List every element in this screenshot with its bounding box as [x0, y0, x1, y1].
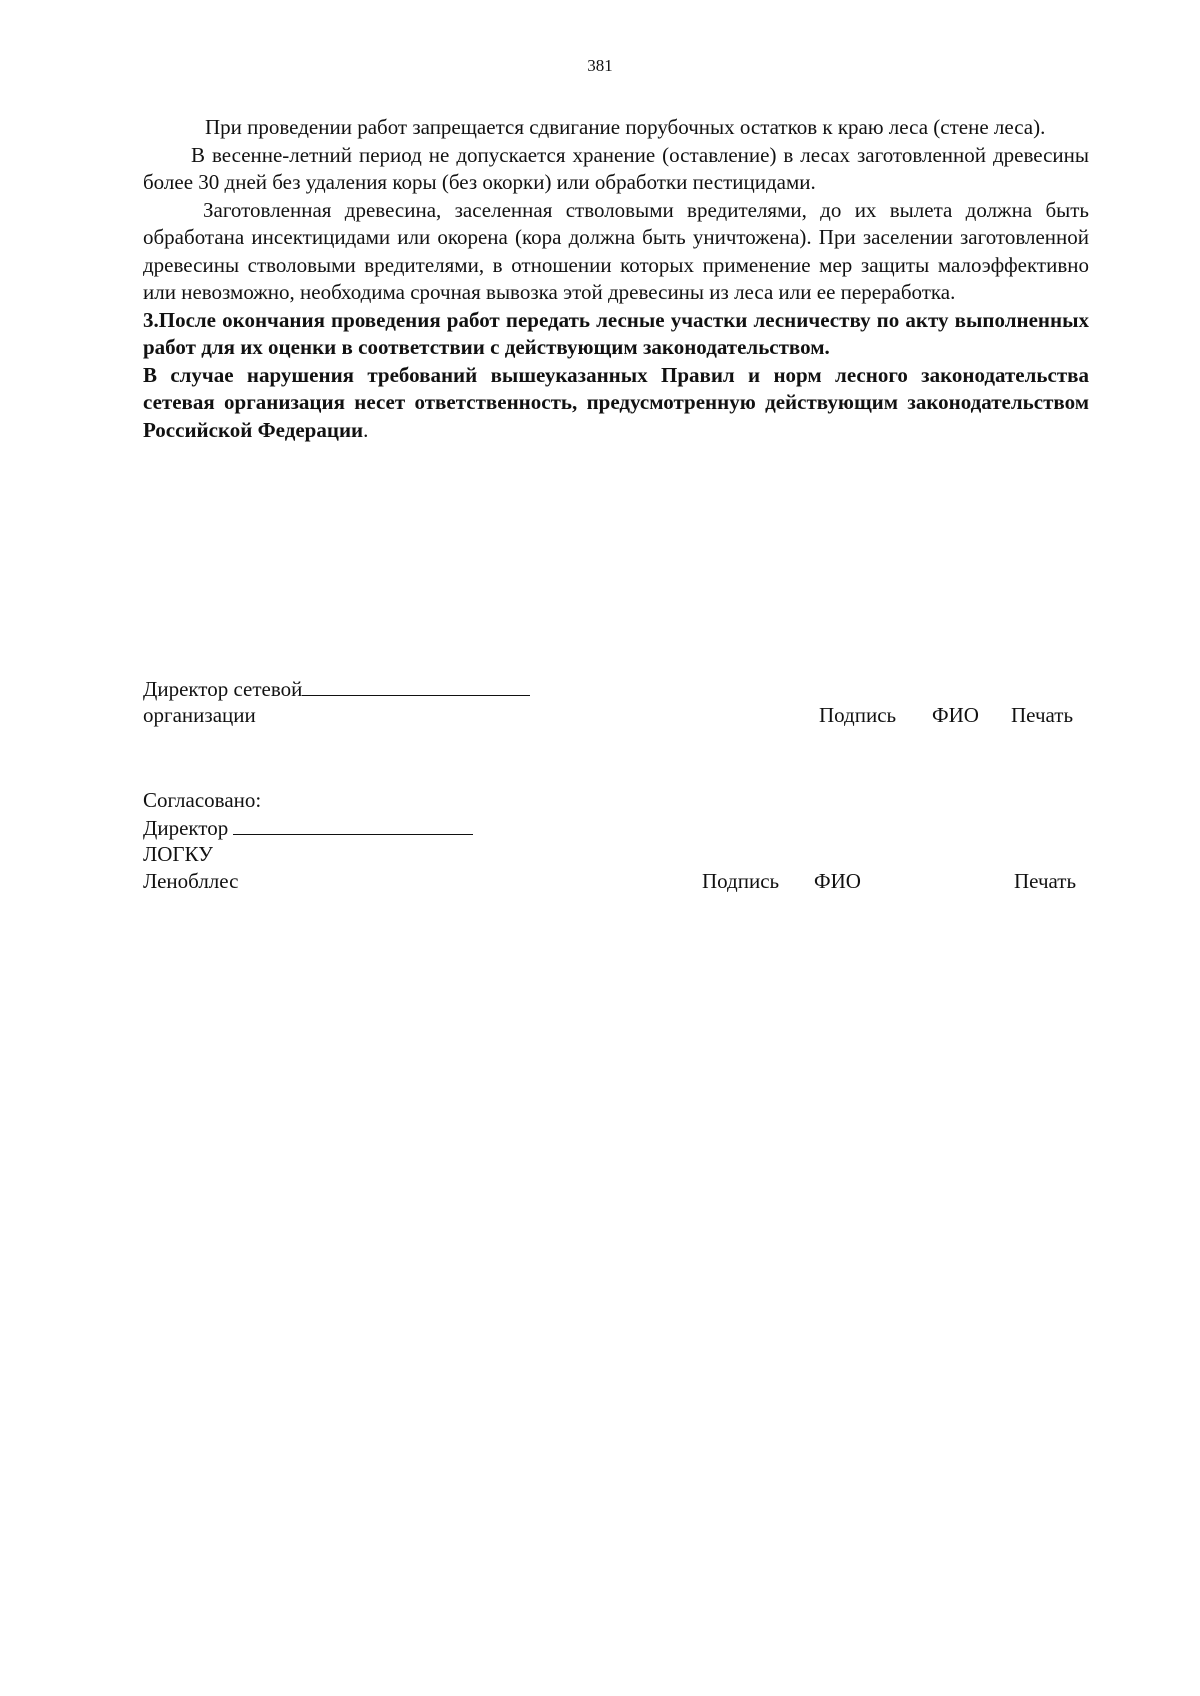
network-signature-line [302, 675, 530, 696]
agreed-org-lenobles: Ленобллес [143, 869, 239, 893]
agreed-fio-label: ФИО [814, 869, 861, 893]
paragraph-slash-removal: При проведении работ запрещается сдвигание порубочных остатков к краю леса (стене леса). [205, 115, 1046, 139]
agreed-signature-line [233, 814, 473, 835]
network-fio-label: ФИО [932, 703, 979, 727]
network-podpis-label: Подпись [819, 703, 897, 727]
liability-period: . [363, 417, 369, 442]
liability-text: В случае нарушения требований вышеуказанных Правил и норм лесного законодательства сетевая организация несет ответственность, предусмотренную действующим законодательством Российской Федерации [143, 362, 1089, 442]
network-pechat-label: Печать [1011, 703, 1074, 727]
agreed-director-label [143, 814, 473, 842]
paragraph-handover: 3.После окончания проведения работ передать лесные участки лесничеству по акту выполненных работ для их оценки в соответствии с действующим законодательством. [143, 307, 1089, 359]
agreed-podpis-label: Подпись [702, 869, 780, 893]
agreed-pechat-label: Печать [1014, 869, 1077, 893]
paragraph-summer-storage: В весенне-летний период не допускается хранение (оставление) в лесах заготовленной древесины более 30 дней без удаления коры (без окорки) или обработки пестицидами. [143, 142, 1089, 194]
paragraph-liability [143, 362, 1089, 445]
network-director-label [143, 675, 530, 703]
network-director-title: Директор сетевой [143, 677, 303, 701]
network-org-label: организации [143, 703, 256, 727]
agreed-label: Согласовано: [143, 788, 262, 812]
document-body [143, 114, 1089, 444]
paragraph-pest-treatment: Заготовленная древесина, заселенная стволовыми вредителями, до их вылета должна быть обработана инсектицидами или окорена (кора должна быть уничтожена). При заселении заготовленной древесины стволовыми вредителями, в отношении которых применение мер защиты малоэффективно или невозможно, необходима срочная вывозка этой древесины из леса или ее переработка. [143, 197, 1089, 304]
agreed-director-title: Директор [143, 816, 229, 840]
agreed-org-logku: ЛОГКУ [143, 842, 214, 866]
page-number: 381 [587, 56, 613, 75]
